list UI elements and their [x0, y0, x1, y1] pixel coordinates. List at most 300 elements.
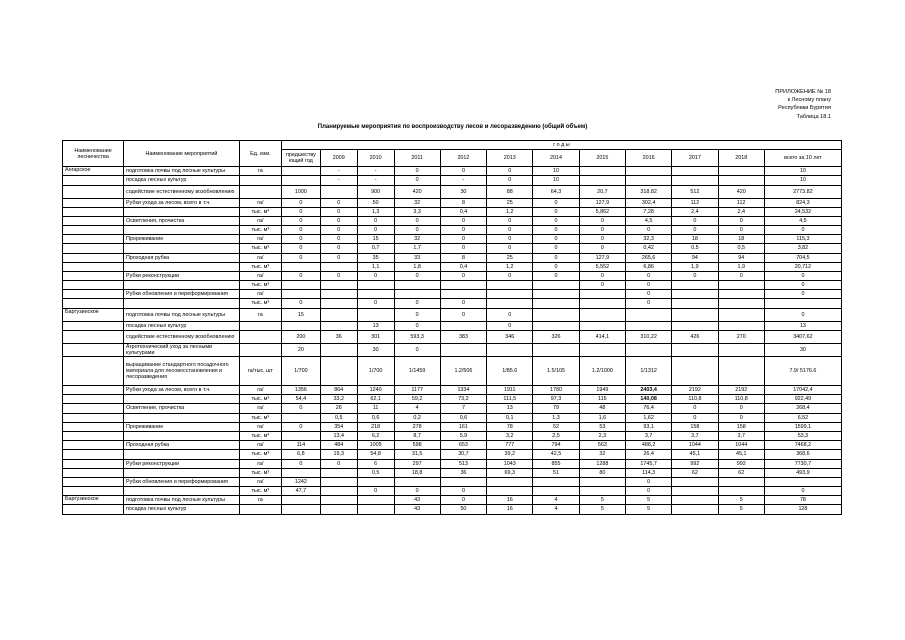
- activity-cell: [124, 262, 240, 271]
- value-cell: 52: [533, 422, 579, 431]
- value-cell: [394, 477, 440, 486]
- value-cell: 992: [718, 459, 764, 468]
- value-cell: 13: [487, 404, 533, 413]
- value-cell: -: [320, 176, 357, 185]
- value-cell: [579, 343, 625, 356]
- value-cell: 0: [718, 404, 764, 413]
- value-cell: 1.2/506: [440, 357, 486, 386]
- value-cell: 0: [625, 477, 671, 486]
- value-cell: 1,62: [625, 413, 671, 422]
- value-cell: 368,6: [764, 450, 841, 459]
- value-cell: 1242: [281, 477, 320, 486]
- value-cell: 1,9: [718, 262, 764, 271]
- value-cell: 593,3: [394, 330, 440, 343]
- value-cell: [672, 477, 718, 486]
- value-cell: 10: [764, 167, 841, 176]
- forestry-cell: [63, 253, 124, 262]
- value-cell: [533, 487, 579, 496]
- value-cell: 0: [533, 262, 579, 271]
- value-cell: [718, 290, 764, 299]
- activities-table: [62, 140, 842, 515]
- value-cell: 0: [533, 253, 579, 262]
- value-cell: 0: [320, 253, 357, 262]
- col-header-unit: Ед. изм.: [239, 141, 281, 167]
- table-row: [63, 281, 842, 290]
- value-cell: [579, 487, 625, 496]
- value-cell: 0: [533, 198, 579, 207]
- value-cell: 0: [579, 225, 625, 234]
- value-cell: 78: [487, 422, 533, 431]
- value-cell: 0: [320, 459, 357, 468]
- value-cell: 110,8: [672, 395, 718, 404]
- forestry-cell: Ангарское: [63, 167, 124, 176]
- value-cell: 794: [533, 441, 579, 450]
- value-cell: 8: [440, 198, 486, 207]
- value-cell: 20,7: [579, 185, 625, 198]
- value-cell: [320, 281, 357, 290]
- value-cell: 0: [625, 281, 671, 290]
- value-cell: [718, 487, 764, 496]
- table-row: [63, 330, 842, 343]
- value-cell: 0: [440, 167, 486, 176]
- value-cell: 346: [487, 330, 533, 343]
- value-cell: 0: [320, 244, 357, 253]
- value-cell: 0: [579, 235, 625, 244]
- value-cell: [625, 343, 671, 356]
- value-cell: 0: [533, 271, 579, 280]
- value-cell: 0: [533, 235, 579, 244]
- value-cell: 32: [579, 450, 625, 459]
- value-cell: 0: [672, 413, 718, 422]
- value-cell: 112: [718, 198, 764, 207]
- value-cell: 704,5: [764, 253, 841, 262]
- value-cell: 0: [764, 290, 841, 299]
- unit-cell: га/: [239, 253, 281, 262]
- value-cell: 1911: [487, 386, 533, 395]
- value-cell: 493,9: [764, 468, 841, 477]
- unit-cell: тыс. м³: [239, 487, 281, 496]
- unit-cell: [239, 330, 281, 343]
- value-cell: [487, 477, 533, 486]
- table-row: [63, 235, 842, 244]
- col-header-year: 2011: [394, 150, 440, 167]
- value-cell: 278: [394, 422, 440, 431]
- forestry-cell: Баргузинское: [63, 308, 124, 321]
- value-cell: [579, 176, 625, 185]
- table-row: [63, 395, 842, 404]
- forestry-cell: [63, 185, 124, 198]
- value-cell: 7730,7: [764, 459, 841, 468]
- value-cell: 0: [579, 271, 625, 280]
- value-cell: 0,5: [357, 468, 394, 477]
- unit-cell: тыс. м³: [239, 244, 281, 253]
- value-cell: 1,2: [487, 262, 533, 271]
- value-cell: 0: [718, 216, 764, 225]
- unit-cell: га: [239, 167, 281, 176]
- value-cell: 0: [394, 487, 440, 496]
- value-cell: [440, 343, 486, 356]
- value-cell: 0: [281, 459, 320, 468]
- value-cell: 1,1: [357, 262, 394, 271]
- col-header-year: 2010: [357, 150, 394, 167]
- value-cell: 8,7: [394, 431, 440, 440]
- value-cell: 1,3: [357, 207, 394, 216]
- value-cell: 0: [487, 308, 533, 321]
- value-cell: 0: [281, 253, 320, 262]
- value-cell: 0: [672, 404, 718, 413]
- forestry-cell: [63, 386, 124, 395]
- value-cell: 62: [718, 468, 764, 477]
- value-cell: 2192: [672, 386, 718, 395]
- activity-cell: посадка лесных культур: [124, 505, 240, 514]
- value-cell: 127,9: [579, 253, 625, 262]
- value-cell: [320, 357, 357, 386]
- value-cell: 0: [281, 422, 320, 431]
- value-cell: 855: [533, 459, 579, 468]
- unit-cell: га/: [239, 235, 281, 244]
- forestry-cell: [63, 413, 124, 422]
- value-cell: 25: [487, 198, 533, 207]
- value-cell: 53,3: [764, 431, 841, 440]
- value-cell: 24,532: [764, 207, 841, 216]
- value-cell: 310,22: [625, 330, 671, 343]
- activity-cell: Осветление, прочистка: [124, 404, 240, 413]
- value-cell: 31,5: [394, 450, 440, 459]
- value-cell: 0: [764, 487, 841, 496]
- activity-cell: Рубки обновления и переформирования: [124, 290, 240, 299]
- activity-cell: Рубки обновления и переформирования: [124, 477, 240, 486]
- document-title: Планируемые мероприятия по воспроизводству лесов и лесоразведению (общий объем): [317, 124, 588, 130]
- value-cell: 265,6: [625, 253, 671, 262]
- value-cell: 13,4: [320, 431, 357, 440]
- value-cell: [440, 281, 486, 290]
- value-cell: 94: [672, 253, 718, 262]
- value-cell: 0: [320, 235, 357, 244]
- value-cell: 35: [357, 253, 394, 262]
- value-cell: 18: [672, 235, 718, 244]
- activity-cell: посадка лесных культур: [124, 321, 240, 330]
- col-header-years-group: г о д ы: [281, 141, 841, 150]
- value-cell: [533, 290, 579, 299]
- table-number: Таблица 18.1: [796, 113, 831, 120]
- value-cell: 0: [440, 235, 486, 244]
- value-cell: [487, 290, 533, 299]
- value-cell: 0: [625, 271, 671, 280]
- value-cell: [533, 343, 579, 356]
- value-cell: 0: [320, 216, 357, 225]
- value-cell: [320, 487, 357, 496]
- forestry-cell: [63, 422, 124, 431]
- value-cell: 0: [672, 271, 718, 280]
- value-cell: 48: [579, 404, 625, 413]
- col-header-forestry: Наименование лесничества: [63, 141, 124, 167]
- activity-cell: [124, 413, 240, 422]
- value-cell: 0: [320, 207, 357, 216]
- col-header-total: всего за 10 лет: [764, 150, 841, 167]
- value-cell: 42,5: [533, 450, 579, 459]
- value-cell: 0: [440, 244, 486, 253]
- value-cell: 1949: [579, 386, 625, 395]
- value-cell: 3,7: [672, 431, 718, 440]
- value-cell: 326: [533, 330, 579, 343]
- col-header-year: 2012: [440, 150, 486, 167]
- value-cell: [357, 308, 394, 321]
- value-cell: 13: [764, 321, 841, 330]
- value-cell: 32: [394, 235, 440, 244]
- activity-cell: [124, 431, 240, 440]
- value-cell: [718, 281, 764, 290]
- unit-cell: га: [239, 308, 281, 321]
- value-cell: 0: [487, 225, 533, 234]
- value-cell: 2,5: [533, 431, 579, 440]
- col-header-year: 2016: [625, 150, 671, 167]
- value-cell: 0: [718, 225, 764, 234]
- table-row: [63, 167, 842, 176]
- value-cell: 0: [764, 271, 841, 280]
- value-cell: 0: [487, 271, 533, 280]
- value-cell: [357, 496, 394, 505]
- forestry-cell: [63, 343, 124, 356]
- col-header-prev-year: предшеству ющий год: [281, 150, 320, 167]
- value-cell: 0: [320, 198, 357, 207]
- value-cell: 33,2: [320, 395, 357, 404]
- value-cell: 488,2: [625, 441, 671, 450]
- value-cell: 73,2: [440, 395, 486, 404]
- value-cell: 420: [394, 185, 440, 198]
- value-cell: 0: [579, 281, 625, 290]
- value-cell: 1,9: [672, 262, 718, 271]
- value-cell: 1356: [281, 386, 320, 395]
- value-cell: 1.5/105: [533, 357, 579, 386]
- value-cell: 3,7: [718, 431, 764, 440]
- value-cell: 0: [672, 225, 718, 234]
- col-header-year: 2018: [718, 150, 764, 167]
- value-cell: 0: [579, 216, 625, 225]
- table-header-row: [63, 141, 842, 150]
- value-cell: [672, 487, 718, 496]
- value-cell: 5: [718, 505, 764, 514]
- value-cell: 30: [440, 185, 486, 198]
- value-cell: 114,3: [625, 468, 671, 477]
- value-cell: [672, 290, 718, 299]
- value-cell: [487, 281, 533, 290]
- value-cell: [440, 477, 486, 486]
- appendix-plan: к Лесному плану: [787, 97, 831, 104]
- value-cell: 0: [533, 207, 579, 216]
- unit-cell: тыс. м³: [239, 450, 281, 459]
- table-row: [63, 290, 842, 299]
- table-row: [63, 422, 842, 431]
- value-cell: 128: [764, 505, 841, 514]
- value-cell: 51: [533, 468, 579, 477]
- appendix-header: [775, 88, 831, 121]
- value-cell: 484: [320, 441, 357, 450]
- activity-cell: [124, 395, 240, 404]
- table-row: [63, 413, 842, 422]
- value-cell: 112: [672, 198, 718, 207]
- value-cell: [625, 167, 671, 176]
- value-cell: 80: [579, 468, 625, 477]
- value-cell: 2,4: [672, 207, 718, 216]
- table-row: [63, 459, 842, 468]
- value-cell: 76,4: [625, 404, 671, 413]
- value-cell: 1/700: [357, 357, 394, 386]
- value-cell: 25: [487, 253, 533, 262]
- unit-cell: тыс. м³: [239, 281, 281, 290]
- table-row: [63, 441, 842, 450]
- unit-cell: га/тыс. шт: [239, 357, 281, 386]
- value-cell: 1/1312: [625, 357, 671, 386]
- activity-cell: Осветления, прочистка: [124, 216, 240, 225]
- unit-cell: га/: [239, 290, 281, 299]
- value-cell: 0,5: [320, 413, 357, 422]
- value-cell: 777: [487, 441, 533, 450]
- value-cell: 33: [394, 253, 440, 262]
- value-cell: 88: [487, 185, 533, 198]
- value-cell: 4,5: [764, 216, 841, 225]
- value-cell: [281, 176, 320, 185]
- value-cell: 6,8: [281, 450, 320, 459]
- value-cell: 0: [764, 225, 841, 234]
- value-cell: [281, 290, 320, 299]
- value-cell: 0: [718, 271, 764, 280]
- value-cell: [320, 185, 357, 198]
- value-cell: 50: [357, 198, 394, 207]
- forestry-cell: [63, 225, 124, 234]
- value-cell: 2,4: [718, 207, 764, 216]
- unit-cell: га/: [239, 198, 281, 207]
- appendix-republic: Республики Бурятия: [778, 105, 831, 112]
- value-cell: 0: [281, 198, 320, 207]
- table-row: [63, 357, 842, 386]
- value-cell: 0: [440, 225, 486, 234]
- value-cell: [320, 299, 357, 308]
- value-cell: 54,4: [281, 395, 320, 404]
- value-cell: 0,5: [672, 244, 718, 253]
- activity-cell: Агротехнический уход за лесными культурами: [124, 343, 240, 356]
- value-cell: 43: [394, 505, 440, 514]
- value-cell: 64,3: [533, 185, 579, 198]
- value-cell: 0: [281, 225, 320, 234]
- value-cell: 7468,2: [764, 441, 841, 450]
- value-cell: 158: [718, 422, 764, 431]
- forestry-cell: [63, 441, 124, 450]
- value-cell: 0: [357, 271, 394, 280]
- forestry-cell: [63, 321, 124, 330]
- value-cell: 0,5: [718, 244, 764, 253]
- value-cell: 15: [281, 308, 320, 321]
- value-cell: [533, 321, 579, 330]
- value-cell: 54,8: [357, 450, 394, 459]
- value-cell: 0: [625, 225, 671, 234]
- value-cell: 0: [672, 216, 718, 225]
- value-cell: 0: [281, 244, 320, 253]
- value-cell: 5: [625, 496, 671, 505]
- value-cell: 0: [440, 496, 486, 505]
- value-cell: [357, 477, 394, 486]
- value-cell: 563: [579, 441, 625, 450]
- value-cell: 0: [394, 299, 440, 308]
- value-cell: 2,3: [579, 431, 625, 440]
- table-row: [63, 404, 842, 413]
- value-cell: 7.9/ 5176.6: [764, 357, 841, 386]
- value-cell: [533, 281, 579, 290]
- unit-cell: га/: [239, 459, 281, 468]
- value-cell: 62,1: [357, 395, 394, 404]
- value-cell: 1,7: [394, 244, 440, 253]
- value-cell: [579, 308, 625, 321]
- value-cell: [281, 413, 320, 422]
- value-cell: 0: [487, 167, 533, 176]
- table-row: [63, 207, 842, 216]
- value-cell: 1,2: [487, 207, 533, 216]
- value-cell: 218: [357, 422, 394, 431]
- unit-cell: тыс. м³: [239, 413, 281, 422]
- value-cell: [625, 321, 671, 330]
- value-cell: 0,1: [487, 413, 533, 422]
- value-cell: [281, 468, 320, 477]
- value-cell: [579, 290, 625, 299]
- value-cell: 864: [320, 386, 357, 395]
- value-cell: 302,4: [625, 198, 671, 207]
- value-cell: 0: [487, 216, 533, 225]
- forestry-cell: [63, 450, 124, 459]
- table-row: [63, 450, 842, 459]
- value-cell: 2192: [718, 386, 764, 395]
- value-cell: 17042,4: [764, 386, 841, 395]
- value-cell: 1/85.6: [487, 357, 533, 386]
- forestry-cell: [63, 290, 124, 299]
- value-cell: [281, 262, 320, 271]
- value-cell: 16: [487, 505, 533, 514]
- value-cell: [533, 299, 579, 308]
- value-cell: 0: [487, 244, 533, 253]
- value-cell: [672, 299, 718, 308]
- value-cell: 5,862: [579, 207, 625, 216]
- value-cell: [764, 477, 841, 486]
- forestry-cell: [63, 487, 124, 496]
- forestry-cell: [63, 357, 124, 386]
- value-cell: 2773.82: [764, 185, 841, 198]
- value-cell: 10: [533, 167, 579, 176]
- value-cell: 26: [320, 404, 357, 413]
- value-cell: 1044: [718, 441, 764, 450]
- value-cell: 1/700: [281, 357, 320, 386]
- table-row: [63, 343, 842, 356]
- table-row: [63, 487, 842, 496]
- value-cell: 127,9: [579, 198, 625, 207]
- value-cell: [718, 343, 764, 356]
- value-cell: 16: [487, 496, 533, 505]
- activity-cell: [124, 468, 240, 477]
- value-cell: 0: [281, 207, 320, 216]
- value-cell: [320, 468, 357, 477]
- value-cell: 158: [672, 422, 718, 431]
- forestry-cell: [63, 477, 124, 486]
- table-row: [63, 225, 842, 234]
- activity-cell: посадка лесных культур: [124, 176, 240, 185]
- value-cell: [440, 321, 486, 330]
- value-cell: 36: [320, 330, 357, 343]
- forestry-cell: [63, 207, 124, 216]
- value-cell: [718, 308, 764, 321]
- value-cell: [487, 299, 533, 308]
- value-cell: 414,1: [579, 330, 625, 343]
- value-cell: [718, 176, 764, 185]
- value-cell: 6,52: [764, 413, 841, 422]
- value-cell: 0: [281, 216, 320, 225]
- value-cell: 0: [357, 216, 394, 225]
